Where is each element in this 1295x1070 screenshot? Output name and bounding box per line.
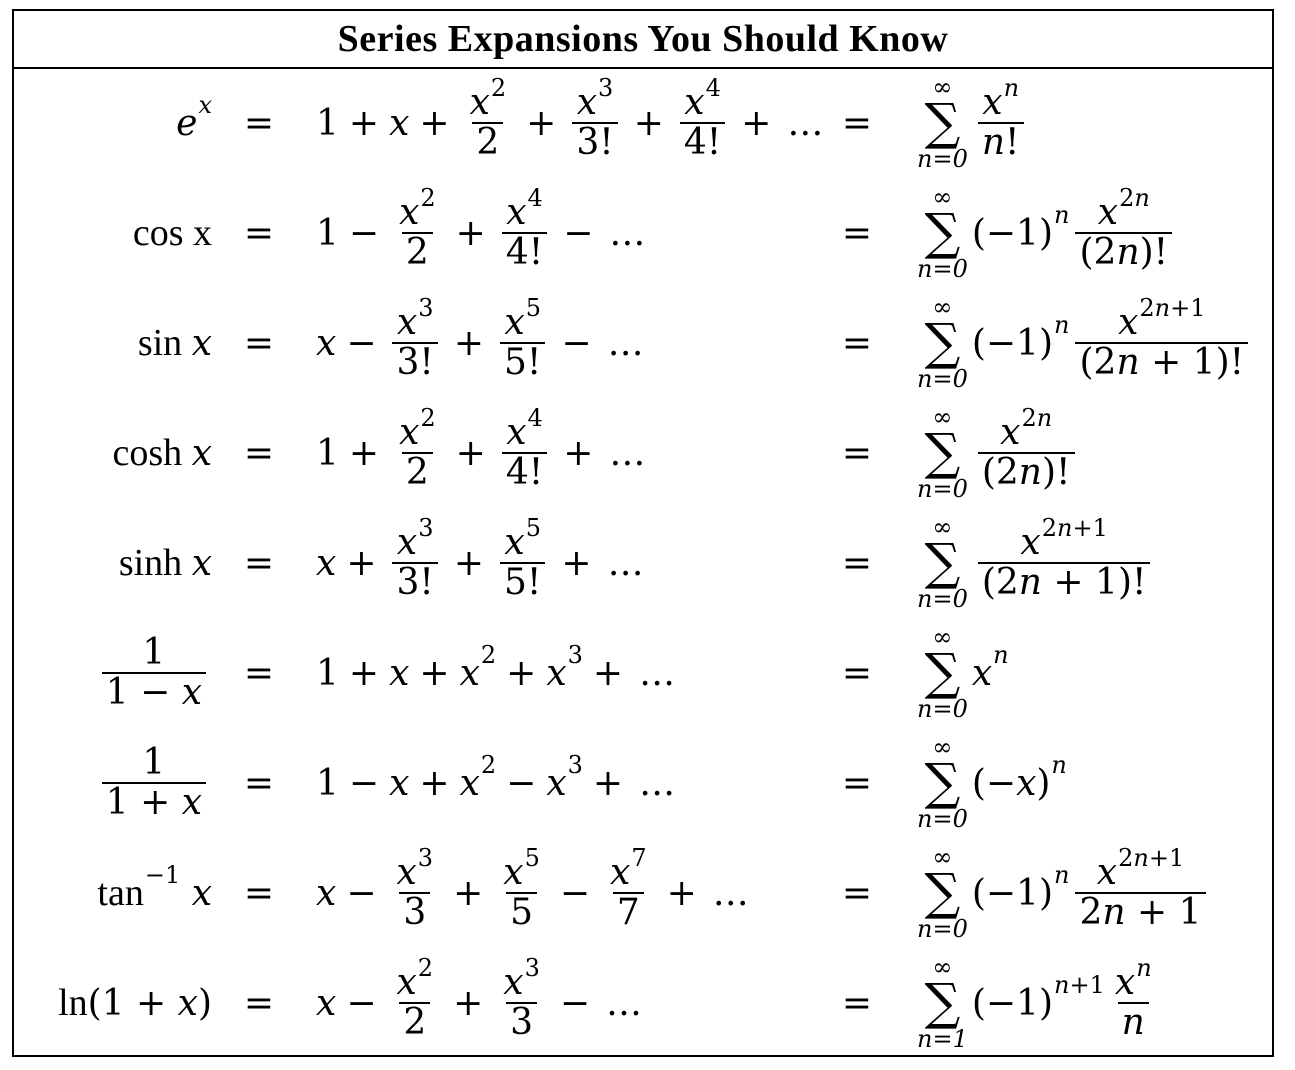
sum-log: ∞ ∑ n=1 (−1) n+1 $\frac{x^n}{n}$ (917, 953, 1152, 1053)
lhs-geometric: $\frac{1}{1 - x}$ (96, 618, 212, 728)
table-row (14, 178, 1276, 288)
sum-alternating-geometric: ∞ ∑ n=0 (−x) n (917, 733, 1067, 833)
lhs-sin: sin x (137, 322, 212, 364)
table-row (14, 948, 1276, 1058)
lhs-cosh: cosh x (112, 432, 212, 474)
equals-sign: = (243, 322, 275, 364)
equals-sign: = (841, 872, 873, 914)
series-table (12, 9, 1274, 1057)
equals-sign: = (841, 212, 873, 254)
sum-cos: ∞ ∑ n=0 (−1) n $\frac{x^{2n}}{(2n)!}$ (917, 178, 1178, 288)
sum-sinh: ∞ ∑ n=0 $\frac{x^{2n+1}}{(2n + 1)!}$ (917, 508, 1156, 618)
lhs-sinh: sinh x (118, 542, 212, 584)
equals-sign: = (243, 762, 275, 804)
equals-sign: = (243, 982, 275, 1024)
equals-sign: = (841, 982, 873, 1024)
table-row (14, 508, 1276, 618)
lhs-exp: e x (176, 91, 212, 144)
equals-sign: = (243, 542, 275, 584)
table-row (14, 288, 1276, 398)
equals-sign: = (841, 762, 873, 804)
table-row (14, 68, 1276, 178)
equals-sign: = (243, 212, 275, 254)
expansion-cosh: 1 + $\frac{x^2}{2}$ + $\frac{x^4}{4!}$ + … (316, 404, 650, 493)
sum-cosh: ∞ ∑ n=0 $\frac{x^{2n}}{(2n)!}$ (917, 398, 1081, 508)
sum-exp: ∞ ∑ n=0 $\frac{x^n}{n!}$ (917, 68, 1030, 178)
equals-sign: = (841, 652, 873, 694)
equals-sign: = (841, 102, 873, 144)
lhs-log: ln (1 + x) (58, 982, 212, 1024)
expansion-exp: 1 + x + $\frac{x^2}{2}$ + $\frac{x^3}{3!}$ + $\frac{x^4}{4!}$ + … (316, 74, 828, 163)
equals-sign: = (243, 432, 275, 474)
equals-sign: = (243, 872, 275, 914)
table-row (14, 618, 1276, 728)
expansion-sinh: x + $\frac{x^3}{3!}$ + $\frac{x^5}{5!}$ + … (316, 514, 648, 603)
sum-sin: ∞ ∑ n=0 (−1) n $\frac{x^{2n+1}}{(2n + 1)!}$ (917, 288, 1254, 398)
table-row (14, 838, 1276, 948)
lhs-cos: cos x (132, 212, 212, 254)
lhs-arctan: tan −1 x (97, 861, 212, 914)
expansion-sin: x − $\frac{x^3}{3!}$ + $\frac{x^5}{5!}$ − … (316, 294, 648, 383)
expansion-arctan: x − $\frac{x^3}{3}$ + $\frac{x^5}{5}$ − $\frac{x^7}{7}$ + … (316, 844, 753, 933)
expansion-log: x − $\frac{x^2}{2}$ + $\frac{x^3}{3}$ − … (316, 954, 647, 1043)
expansion-cos: 1 − $\frac{x^2}{2}$ + $\frac{x^4}{4!}$ − … (316, 184, 650, 273)
equals-sign: = (841, 322, 873, 364)
equals-sign: = (841, 542, 873, 584)
table-row (14, 398, 1276, 508)
table-title: Series Expansions You Should Know (14, 11, 1272, 69)
equals-sign: = (841, 432, 873, 474)
sum-arctan: ∞ ∑ n=0 (−1) n $\frac{x^{2n+1}}{2n + 1}$ (917, 838, 1212, 948)
equals-sign: = (243, 102, 275, 144)
sum-geometric: ∞ ∑ n=0 x n (917, 623, 1009, 723)
expansion-alternating-geometric: 1 − x + x 2 − x 3 + … (316, 751, 680, 804)
lhs-alternating-geometric: $\frac{1}{1 + x}$ (96, 728, 212, 838)
equals-sign: = (243, 652, 275, 694)
table-row (14, 728, 1276, 838)
expansion-geometric: 1 + x + x 2 + x 3 + … (316, 641, 680, 694)
